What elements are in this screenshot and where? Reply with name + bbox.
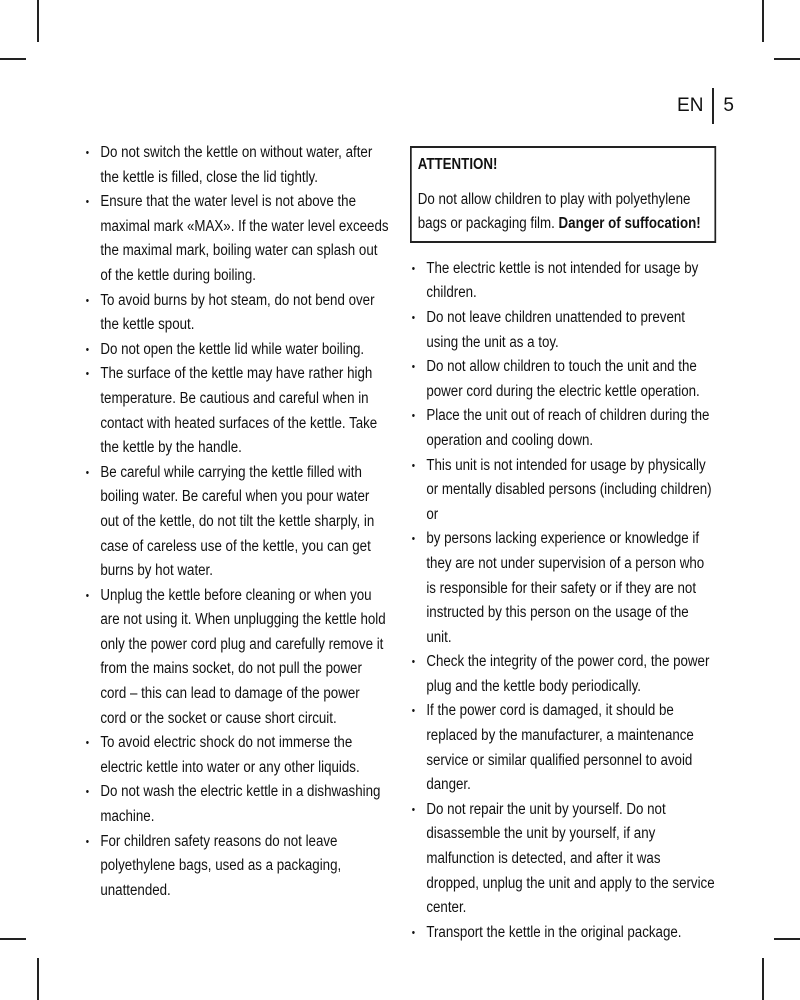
list-item: • Do not wash the electric kettle in a dishwashing machine. <box>84 780 389 829</box>
list-item: • If the power cord is damaged, it should be replaced by the manufacturer, a maintenance service or similar qualified personnel to avoid danger. <box>410 699 716 797</box>
list-item: • Do not repair the unit by yourself. Do not disassemble the unit by yourself, if any malfunction is detected, and after it was dropped, unplug the unit and apply to the service center. <box>410 798 716 921</box>
list-item: • Do not allow children to touch the unit and the power cord during the electric kettle operation. <box>410 355 716 404</box>
list-item: • Be careful while carrying the kettle filled with boiling water. Be careful when you pour water out of the kettle, do not tilt the kettle sharply, in case of careless use of the kettle, you can get burns by hot water. <box>84 461 389 584</box>
attention-box <box>410 146 716 243</box>
list-item: • Do not switch the kettle on without water, after the kettle is filled, close the lid tightly. <box>84 141 389 190</box>
attention-title: ATTENTION! <box>417 156 498 173</box>
list-item: • This unit is not intended for usage by physically or mentally disabled persons (including children) or <box>410 454 716 528</box>
list-item: • Unplug the kettle before cleaning or when you are not using it. When unplugging the kettle hold only the power cord plug and carefully remove it from the mains socket, do not pull the power cord – this can lead to damage of the power cord or the socket or cause short circuit. <box>84 584 389 732</box>
crop-mark-bottom-left-horizontal <box>0 938 26 940</box>
list-item: • by persons lacking experience or knowledge if they are not under supervision of a person who is responsible for their safety or if they are not instructed by this person on the usage of the unit. <box>410 527 716 650</box>
page-number: 5 <box>723 95 734 116</box>
list-item: • To avoid electric shock do not immerse the electric kettle into water or any other liquids. <box>84 731 389 780</box>
crop-mark-bottom-right-vertical <box>762 958 764 1000</box>
list-item: • The electric kettle is not intended for usage by children. <box>410 257 716 306</box>
crop-mark-bottom-right-horizontal <box>774 938 800 940</box>
safety-list-left <box>84 141 389 903</box>
list-item: • The surface of the kettle may have rather high temperature. Be cautious and careful when in contact with heated surfaces of the kettle. Take the kettle by the handle. <box>84 362 389 460</box>
list-item: • Transport the kettle in the original package. <box>410 921 716 946</box>
attention-text <box>418 188 709 237</box>
list-item: • For children safety reasons do not leave polyethylene bags, used as a packaging, unattended. <box>84 830 389 904</box>
list-item: • Do not open the kettle lid while water boiling. <box>84 338 389 363</box>
attention-body-text: Do not allow children to play with polyethylene bags or packaging film. <box>417 190 691 233</box>
language-code: EN <box>677 95 704 116</box>
crop-mark-bottom-left-vertical <box>37 958 39 1000</box>
crop-mark-top-left-horizontal <box>0 58 26 60</box>
crop-mark-top-right-vertical <box>762 0 764 42</box>
safety-list-right <box>410 257 716 946</box>
list-item: • Place the unit out of reach of children during the operation and cooling down. <box>410 404 716 453</box>
attention-bold-text: Danger of suffocation! <box>558 215 701 233</box>
list-item: • Do not leave children unattended to prevent using the unit as a toy. <box>410 306 716 355</box>
list-item: • Check the integrity of the power cord, the power plug and the kettle body periodically. <box>410 650 716 699</box>
right-column <box>410 141 716 945</box>
crop-mark-top-right-horizontal <box>774 58 800 60</box>
list-item: • Ensure that the water level is not above the maximal mark «MAX». If the water level exceeds the maximal mark, boiling water can splash out of the kettle during boiling. <box>84 190 389 288</box>
page-header <box>677 88 734 124</box>
list-item: • To avoid burns by hot steam, do not bend over the kettle spout. <box>84 289 389 338</box>
crop-mark-top-left-vertical <box>37 0 39 42</box>
left-column <box>84 141 389 903</box>
